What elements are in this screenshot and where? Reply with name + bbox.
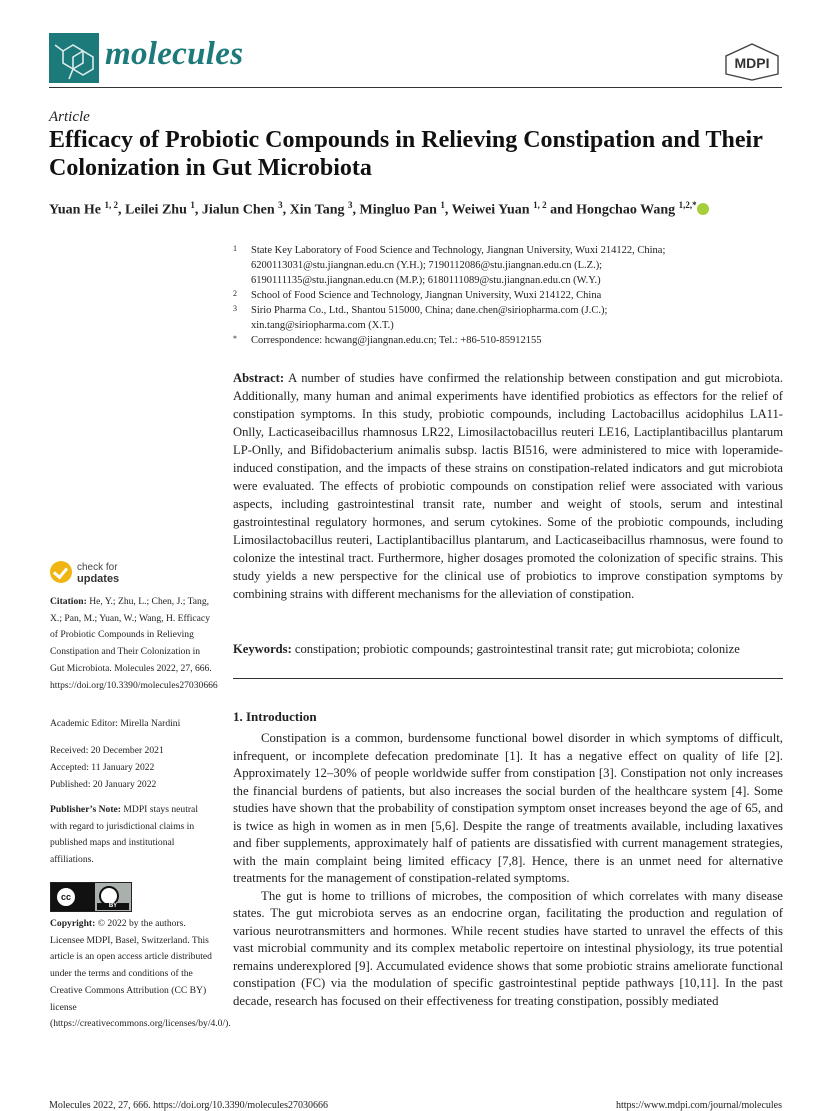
footer-journal-url[interactable]: https://www.mdpi.com/journal/molecules: [616, 1100, 782, 1111]
publishers-note: [50, 802, 215, 869]
affiliations: [233, 243, 783, 348]
affiliation-item: [233, 303, 783, 333]
received-date: Received: 20 December 2021: [50, 745, 164, 756]
author-affiliation: 1, 2: [104, 200, 119, 210]
author-name: Leilei Zhu: [125, 202, 191, 218]
mdpi-logo: [722, 42, 782, 82]
author-affiliation: 3: [348, 200, 353, 210]
copyright-label: Copyright:: [50, 918, 96, 929]
section-rule: [233, 678, 783, 679]
author-name: Xin Tang: [289, 202, 348, 218]
publishers-note-label: Publisher’s Note:: [50, 804, 121, 815]
affiliation-line: xin.tang@siriopharma.com (X.T.): [251, 320, 394, 331]
affiliation-number: 1: [233, 244, 237, 253]
author-affiliation: 1, 2: [533, 200, 547, 210]
journal-name: molecules: [105, 36, 244, 72]
affiliation-line: 6190111135@stu.jiangnan.edu.cn (M.P.); 6180111089@stu.jiangnan.edu.cn (W.Y.): [251, 275, 601, 286]
journal-logo: [49, 33, 99, 83]
author-name: Jialun Chen: [201, 202, 279, 218]
affiliation-item: [233, 288, 783, 303]
check-icon: [50, 561, 72, 583]
affiliation-item: [233, 333, 783, 348]
copyright-text: © 2022 by the authors. Licensee MDPI, Basel, Switzerland. This article is an open access article distributed under the terms and conditions of the Creative Commons Attribution (CC BY) license (https://creativecommons.org/licenses/by/4.0/).: [50, 918, 231, 1030]
introduction-body: [233, 730, 783, 1010]
author-name: Weiwei Yuan: [451, 202, 534, 218]
author-affiliation: 1: [440, 200, 445, 210]
check-line-2: updates: [77, 573, 120, 585]
author-name: Hongchao Wang: [576, 202, 679, 218]
abstract-label: Abstract:: [233, 371, 285, 385]
affiliation-line: Correspondence: hcwang@jiangnan.edu.cn; Tel.: +86-510-85912155: [251, 335, 542, 346]
affiliation-number: 3: [233, 304, 237, 313]
intro-paragraph-1: Constipation is a common, burdensome functional bowel disorder in which symptoms of difficult, infrequent, or incomplete defecation predominate [1]. It has a negative effect on quality of life [2]. Approximately 12–30% of people worldwide suffer from constipation [3]. Constipation not only increases the financial burdens of patients, but also increases the social burden of the healthcare system [4]. Some studies have shown that the probability of constipation symptom onset increases beyond the age of 65, and is twice as high in women as in men [5,6]. Despite the range of treatments available, including laxatives and fiber supplements, approximately half of patients are dissatisfied with current management strategies, with the main complaint being limited efficacy [7,8]. Hence, there is an unmet need for alternative treatments for the management of constipation-related symptoms.: [233, 731, 783, 885]
affiliation-number: *: [233, 334, 237, 343]
author-affiliation: 3: [278, 200, 283, 210]
abstract-text: A number of studies have confirmed the relationship between constipation and gut microbiota. Additionally, many human and animal experiments have identified probiotics as effectors for the relief of constipation symptoms. In this study, probiotic compounds, including Lactobacillus acidophilus LA11-Onlly, Lacticaseibacillus rhamnosus LR22, Limosilactobacillus reuteri LE16, Lactiplantibacillus plantarum LP-Onlly, and Bifidobacterium animalis subsp. lactis BI516, were administered to mice with loperamide-induced constipation, and the impacts of these strains on constipation-related indicators and gut microbiota were evaluated. The effects of probiotic compounds on constipation relief were associated with various aspects, including gastrointestinal transit rate, number and weight of stools, serum and intestinal gastrointestinal regulatory hormones, and serum cytokines. Some of the probiotic compounds, including Limosilactobacillus reuteri, Lactiplantibacillus plantarum, and Lacticaseibacillus rhamnosus, were found to colonize the intestinal tract. Furthermore, higher dosages promoted the colonization of specific strains. This study yields a new perspective for the clinical use of probiotics to improve constipation symptoms by combining strains with different mechanisms for the alleviation of constipation.: [233, 371, 783, 601]
article-type: Article: [49, 109, 90, 125]
affiliation-line: 6200113031@stu.jiangnan.edu.cn (Y.H.); 7190112086@stu.jiangnan.edu.cn (L.Z.);: [251, 260, 603, 271]
academic-editor: Academic Editor: Mirella Nardini: [50, 718, 181, 729]
publisher-name: MDPI: [734, 55, 770, 71]
accepted-date: Accepted: 11 January 2022: [50, 762, 155, 773]
affiliation-line: School of Food Science and Technology, Jiangnan University, Wuxi 214122, China: [251, 290, 602, 301]
publishers-note-text: MDPI stays neutral with regard to jurisdictional claims in published maps and institutional affiliations.: [50, 804, 198, 866]
affiliation-line: Sirio Pharma Co., Ltd., Shantou 515000, China; dane.chen@siriopharma.com (J.C.);: [251, 305, 608, 316]
affiliation-number: 2: [233, 289, 237, 298]
author-affiliation: 1: [190, 200, 195, 210]
check-for-updates-badge[interactable]: [50, 561, 140, 587]
abstract: [233, 369, 783, 603]
cc-by-license-badge[interactable]: [50, 882, 132, 912]
orcid-icon[interactable]: [697, 203, 709, 215]
intro-paragraph-2: The gut is home to trillions of microbes, the composition of which correlates with many disease states. The gut microbiota serves as an endocrine organ, facilitating the production and regulation of various neurotransmitters and hormones. While recent studies have started to unravel the effects of this vast microbial community and its complex metabolic repertoire on intestinal physiology, its true potential remains underexplored [9]. Accumulated evidence shows that some probiotic strains ameliorate functional constipation (FC) via the modulation of specific gastrointestinal peptide pathways [10,11]. In the past decade, research has focused on their effectiveness for treating constipation, possibly mediated: [233, 888, 783, 1008]
by-label: BY: [97, 903, 129, 910]
author-name: Yuan He: [49, 202, 105, 218]
author-name: Mingluo Pan: [359, 202, 441, 218]
citation-label: Citation:: [50, 596, 87, 607]
citation-block: [50, 594, 218, 694]
page-footer: [49, 1100, 782, 1111]
affiliation-item: [233, 243, 783, 288]
article-title: Efficacy of Probiotic Compounds in Relieving Constipation and Their Colonization in Gut Microbiota: [49, 127, 763, 181]
copyright-block: [50, 916, 231, 1033]
keywords: [233, 640, 783, 658]
check-line-1: check for: [77, 562, 118, 573]
molecule-icon: [49, 33, 99, 83]
cc-icon: cc: [55, 886, 77, 908]
published-date: Published: 20 January 2022: [50, 779, 157, 790]
header-rule: [49, 87, 782, 88]
author-affiliation: 1,2,*: [678, 200, 697, 210]
section-heading: 1. Introduction: [233, 709, 317, 724]
author-list: Yuan He $^{1, 2}$, Leilei Zhu $^1$, Jialun Chen $^3$, Xin Tang $^3$, Mingluo Pan $^1$, Weiwei Yuan $^{1, 2}$ and Hongchao Wang $^{1,2,*}$: [49, 196, 789, 220]
keywords-text: constipation; probiotic compounds; gastrointestinal transit rate; gut microbiota; colonize: [294, 642, 740, 656]
footer-citation: Molecules 2022, 27, 666. https://doi.org/10.3390/molecules27030666: [49, 1100, 328, 1111]
citation-text: He, Y.; Zhu, L.; Chen, J.; Tang, X.; Pan, M.; Yuan, W.; Wang, H. Efficacy of Probiotic Compounds in Relieving Constipation and Their Colonization in Gut Microbiota. Molecules 2022, 27, 666. https://doi.org/10.3390/molecules27030666: [50, 596, 218, 691]
keywords-label: Keywords:: [233, 642, 292, 656]
affiliation-line: State Key Laboratory of Food Science and Technology, Jiangnan University, Wuxi 214122, China;: [251, 245, 666, 256]
